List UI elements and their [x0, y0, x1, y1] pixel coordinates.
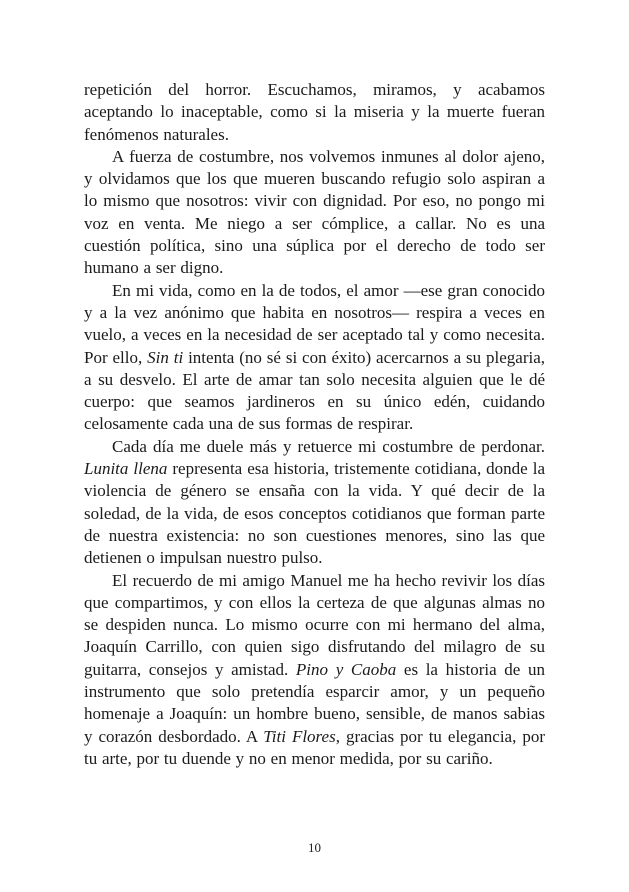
paragraph — [84, 146, 545, 280]
paragraph — [84, 280, 545, 436]
text-run: representa esa historia, tristemente cotidiana, donde la violencia de género se ensaña con la vida. Y qué decir de la soledad, de la vida, de esos conceptos cotidianos que forman parte de nuestra existencia: no son cuestiones menores, sino las que detienen o impulsan nuestro pulso. — [84, 459, 545, 568]
italic-text-run: Pino y Caoba — [295, 659, 397, 679]
paragraph — [84, 436, 545, 570]
paragraph — [84, 79, 545, 146]
italic-text-run: Lunita llena — [84, 459, 168, 479]
text-run: Cada día me duele más y retuerce mi costumbre de perdonar. — [112, 436, 545, 456]
italic-text-run: Titi Flores — [263, 726, 336, 746]
text-block — [84, 79, 545, 770]
text-run: , gracias por tu elegancia, por tu arte, por tu duende y no en menor medida, por su cariño. — [84, 726, 545, 768]
text-run: intenta (no sé si con éxito) acercarnos a su plegaria, a su desvelo. El arte de amar tan solo necesita alguien que le dé cuerpo: que seamos jardineros en su único edén, cuidando celosamente cada una de sus formas de respirar. — [84, 347, 546, 434]
text-run: A fuerza de costumbre, nos volvemos inmunes al dolor ajeno, y olvidamos que los que mueren buscando refugio solo aspiran a lo mismo que nosotros: vivir con dignidad. Por eso, no pongo mi voz en venta. Me niego a ser cómplice, a callar. No es una cuestión política, sino una súplica por el derecho de todo ser humano a ser digno. — [84, 146, 545, 278]
page-number: 10 — [308, 840, 321, 855]
text-run: En mi vida, como en la de todos, el amor —ese gran conocido y a la vez anónimo que habita en nosotros— respira a veces en vuelo, a veces en la necesidad de ser aceptado tal y como necesita. Por ello, — [84, 280, 545, 367]
paragraph — [84, 570, 545, 771]
italic-text-run: Sin ti — [147, 347, 184, 367]
text-run: es la historia de un instrumento que solo pretendía esparcir amor, y un pequeño homenaje a Joaquín: un hombre bueno, sensible, de manos sabias y corazón desbordado. A — [84, 659, 545, 746]
text-run: repetición del horror. Escuchamos, miramos, y acabamos aceptando lo inaceptable, como si la miseria y la muerte fueran fenómenos naturales. — [84, 80, 545, 144]
text-run: El recuerdo de mi amigo Manuel me ha hecho revivir los días que compartimos, y con ellos la certeza de que algunas almas no se despiden nunca. Lo mismo ocurre con mi hermano del alma, Joaquín Carrillo, con quien sigo disfrutando del milagro de su guitarra, consejos y amistad. — [84, 570, 545, 679]
